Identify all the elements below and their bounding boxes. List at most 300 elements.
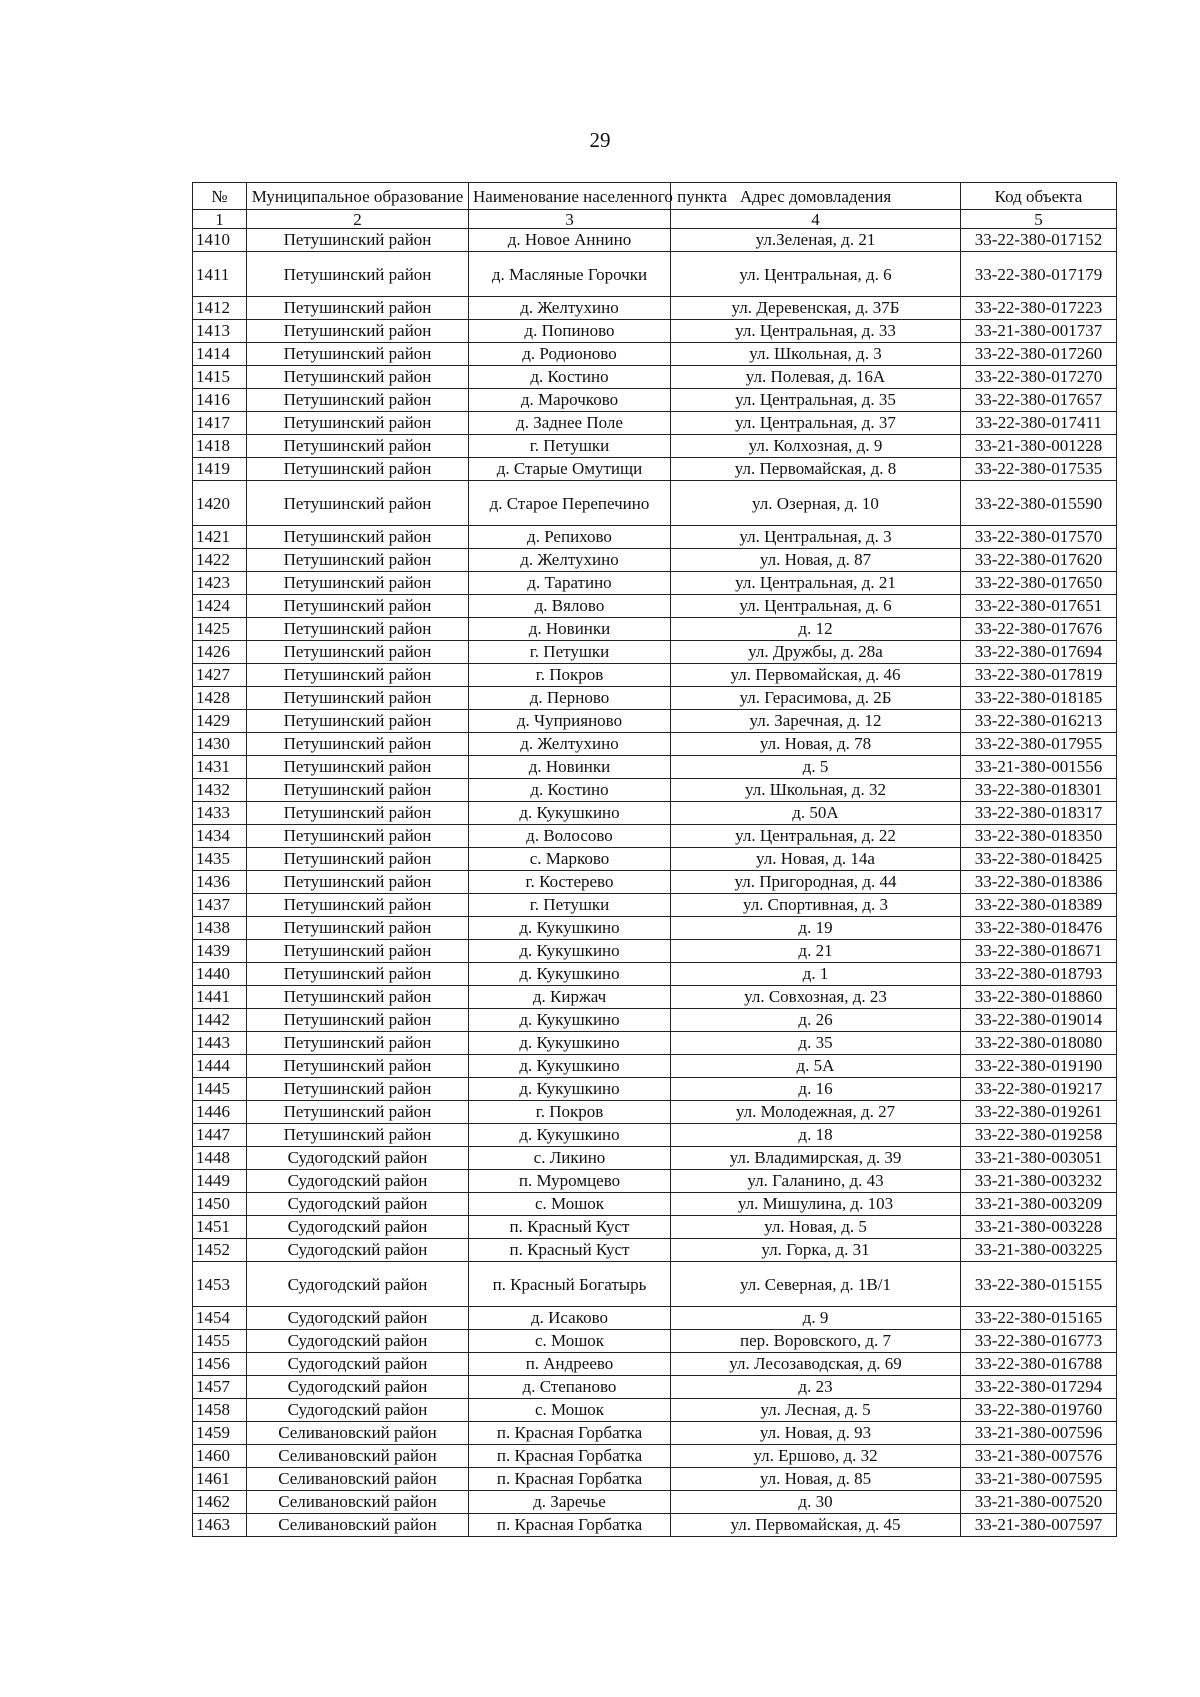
object-code-cell: 33-22-380-018671 — [961, 940, 1117, 963]
address-cell: ул. Заречная, д. 12 — [671, 710, 961, 733]
table-row — [193, 549, 1117, 572]
address-cell: д. 9 — [671, 1307, 961, 1330]
municipality-cell: Петушинский район — [247, 825, 469, 848]
row-number: 1449 — [193, 1170, 247, 1193]
row-number: 1421 — [193, 526, 247, 549]
address-cell: ул. Спортивная, д. 3 — [671, 894, 961, 917]
municipality-cell: Петушинский район — [247, 320, 469, 343]
settlement-cell: д. Марочково — [469, 389, 671, 412]
row-number: 1425 — [193, 618, 247, 641]
table-row — [193, 1399, 1117, 1422]
settlement-cell: д. Желтухино — [469, 733, 671, 756]
municipality-cell: Судогодский район — [247, 1193, 469, 1216]
object-code-cell: 33-22-380-018185 — [961, 687, 1117, 710]
object-code-cell: 33-22-380-017650 — [961, 572, 1117, 595]
settlement-cell: д. Вялово — [469, 595, 671, 618]
address-cell: д. 5А — [671, 1055, 961, 1078]
row-number: 1451 — [193, 1216, 247, 1239]
column-number: 1 — [193, 210, 247, 229]
table-row — [193, 618, 1117, 641]
object-code-cell: 33-22-380-019190 — [961, 1055, 1117, 1078]
table-row — [193, 1216, 1117, 1239]
municipality-cell: Петушинский район — [247, 733, 469, 756]
settlement-cell: д. Кукушкино — [469, 1032, 671, 1055]
municipality-cell: Петушинский район — [247, 1101, 469, 1124]
address-cell: ул. Новая, д. 5 — [671, 1216, 961, 1239]
municipality-cell: Селивановский район — [247, 1422, 469, 1445]
object-code-cell: 33-21-380-001737 — [961, 320, 1117, 343]
object-code-cell: 33-21-380-003225 — [961, 1239, 1117, 1262]
municipality-cell: Петушинский район — [247, 917, 469, 940]
settlement-cell: д. Перново — [469, 687, 671, 710]
object-code-cell: 33-22-380-017819 — [961, 664, 1117, 687]
object-code-cell: 33-22-380-017651 — [961, 595, 1117, 618]
table-row — [193, 1445, 1117, 1468]
municipality-cell: Петушинский район — [247, 526, 469, 549]
municipality-cell: Петушинский район — [247, 343, 469, 366]
address-cell: ул. Новая, д. 85 — [671, 1468, 961, 1491]
table-row — [193, 986, 1117, 1009]
municipality-cell: Селивановский район — [247, 1445, 469, 1468]
table-row — [193, 687, 1117, 710]
settlement-cell: д. Желтухино — [469, 297, 671, 320]
header-settlement: Наименование населенного пункта — [469, 183, 671, 210]
row-number: 1453 — [193, 1262, 247, 1307]
row-number: 1424 — [193, 595, 247, 618]
row-number: 1420 — [193, 481, 247, 526]
municipality-cell: Петушинский район — [247, 252, 469, 297]
address-cell: ул. Школьная, д. 3 — [671, 343, 961, 366]
row-number: 1458 — [193, 1399, 247, 1422]
settlement-cell: д. Новое Аннино — [469, 229, 671, 252]
table-row — [193, 1307, 1117, 1330]
row-number: 1422 — [193, 549, 247, 572]
object-code-cell: 33-21-380-003209 — [961, 1193, 1117, 1216]
municipality-cell: Судогодский район — [247, 1353, 469, 1376]
row-number: 1462 — [193, 1491, 247, 1514]
object-code-cell: 33-22-380-018350 — [961, 825, 1117, 848]
object-code-cell: 33-22-380-017294 — [961, 1376, 1117, 1399]
settlement-cell: д. Старые Омутищи — [469, 458, 671, 481]
table-row — [193, 756, 1117, 779]
address-cell: пер. Воровского, д. 7 — [671, 1330, 961, 1353]
table-row — [193, 1376, 1117, 1399]
settlement-cell: п. Муромцево — [469, 1170, 671, 1193]
row-number: 1433 — [193, 802, 247, 825]
header-address: Адрес домовладения — [671, 183, 961, 210]
object-code-cell: 33-22-380-017955 — [961, 733, 1117, 756]
address-cell: ул. Первомайская, д. 46 — [671, 664, 961, 687]
table-row — [193, 1422, 1117, 1445]
row-number: 1411 — [193, 252, 247, 297]
object-code-cell: 33-22-380-017411 — [961, 412, 1117, 435]
object-code-cell: 33-22-380-019217 — [961, 1078, 1117, 1101]
municipality-cell: Петушинский район — [247, 802, 469, 825]
settlement-cell: с. Мошок — [469, 1399, 671, 1422]
table-row — [193, 1078, 1117, 1101]
object-code-cell: 33-22-380-018860 — [961, 986, 1117, 1009]
municipality-cell: Петушинский район — [247, 710, 469, 733]
object-code-cell: 33-22-380-017152 — [961, 229, 1117, 252]
address-cell: ул.Зеленая, д. 21 — [671, 229, 961, 252]
municipality-cell: Петушинский район — [247, 779, 469, 802]
table-row — [193, 894, 1117, 917]
row-number: 1428 — [193, 687, 247, 710]
object-code-cell: 33-21-380-001556 — [961, 756, 1117, 779]
municipality-cell: Петушинский район — [247, 572, 469, 595]
settlement-cell: д. Кукушкино — [469, 1078, 671, 1101]
row-number: 1439 — [193, 940, 247, 963]
object-code-cell: 33-22-380-015165 — [961, 1307, 1117, 1330]
municipality-cell: Петушинский район — [247, 687, 469, 710]
object-code-cell: 33-22-380-018386 — [961, 871, 1117, 894]
table-row — [193, 320, 1117, 343]
object-code-cell: 33-22-380-019258 — [961, 1124, 1117, 1147]
settlement-cell: п. Красный Богатырь — [469, 1262, 671, 1307]
table-row — [193, 733, 1117, 756]
settlement-cell: с. Ликино — [469, 1147, 671, 1170]
address-cell: ул. Герасимова, д. 2Б — [671, 687, 961, 710]
row-number: 1438 — [193, 917, 247, 940]
address-cell: д. 30 — [671, 1491, 961, 1514]
row-number: 1426 — [193, 641, 247, 664]
row-number: 1419 — [193, 458, 247, 481]
page-number: 29 — [589, 128, 611, 152]
municipality-cell: Петушинский район — [247, 986, 469, 1009]
row-number: 1417 — [193, 412, 247, 435]
address-cell: ул. Колхозная, д. 9 — [671, 435, 961, 458]
row-number: 1436 — [193, 871, 247, 894]
address-cell: ул. Горка, д. 31 — [671, 1239, 961, 1262]
table-body — [193, 229, 1117, 1537]
object-code-cell: 33-21-380-003228 — [961, 1216, 1117, 1239]
settlement-cell: п. Красная Горбатка — [469, 1514, 671, 1537]
object-code-cell: 33-22-380-017535 — [961, 458, 1117, 481]
table-row — [193, 1101, 1117, 1124]
row-number: 1437 — [193, 894, 247, 917]
municipality-cell: Петушинский район — [247, 871, 469, 894]
row-number: 1435 — [193, 848, 247, 871]
settlement-cell: г. Петушки — [469, 641, 671, 664]
municipality-cell: Судогодский район — [247, 1376, 469, 1399]
object-code-cell: 33-22-380-018476 — [961, 917, 1117, 940]
object-code-cell: 33-21-380-007520 — [961, 1491, 1117, 1514]
address-cell: ул. Владимирская, д. 39 — [671, 1147, 961, 1170]
address-cell: ул. Новая, д. 87 — [671, 549, 961, 572]
table-row — [193, 1124, 1117, 1147]
municipality-cell: Селивановский район — [247, 1491, 469, 1514]
municipality-cell: Петушинский район — [247, 963, 469, 986]
object-code-cell: 33-21-380-007576 — [961, 1445, 1117, 1468]
object-code-cell: 33-22-380-017270 — [961, 366, 1117, 389]
address-cell: ул. Галанино, д. 43 — [671, 1170, 961, 1193]
row-number: 1430 — [193, 733, 247, 756]
address-cell: ул. Деревенская, д. 37Б — [671, 297, 961, 320]
address-cell: ул. Первомайская, д. 8 — [671, 458, 961, 481]
address-cell: ул. Первомайская, д. 45 — [671, 1514, 961, 1537]
row-number: 1452 — [193, 1239, 247, 1262]
municipality-cell: Петушинский район — [247, 1124, 469, 1147]
municipality-cell: Судогодский район — [247, 1399, 469, 1422]
address-cell: д. 35 — [671, 1032, 961, 1055]
address-cell: ул. Центральная, д. 3 — [671, 526, 961, 549]
settlement-cell: д. Волосово — [469, 825, 671, 848]
settlement-cell: п. Андреево — [469, 1353, 671, 1376]
table-row — [193, 1239, 1117, 1262]
municipality-cell: Судогодский район — [247, 1147, 469, 1170]
object-code-cell: 33-22-380-017620 — [961, 549, 1117, 572]
settlement-cell: д. Кукушкино — [469, 1009, 671, 1032]
table-row — [193, 1330, 1117, 1353]
column-numbers-row — [193, 210, 1117, 229]
column-number: 2 — [247, 210, 469, 229]
settlement-cell: д. Кукушкино — [469, 1124, 671, 1147]
row-number: 1450 — [193, 1193, 247, 1216]
row-number: 1427 — [193, 664, 247, 687]
column-number: 4 — [671, 210, 961, 229]
table-row — [193, 940, 1117, 963]
settlement-cell: д. Таратино — [469, 572, 671, 595]
municipality-cell: Петушинский район — [247, 412, 469, 435]
row-number: 1418 — [193, 435, 247, 458]
table-row — [193, 963, 1117, 986]
column-number: 5 — [961, 210, 1117, 229]
table-row — [193, 297, 1117, 320]
table-header-row — [193, 183, 1117, 210]
settlement-cell: г. Покров — [469, 664, 671, 687]
table-row — [193, 1009, 1117, 1032]
object-code-cell: 33-21-380-003232 — [961, 1170, 1117, 1193]
table-row — [193, 1514, 1117, 1537]
table-row — [193, 412, 1117, 435]
row-number: 1441 — [193, 986, 247, 1009]
table-row — [193, 917, 1117, 940]
municipality-cell: Судогодский район — [247, 1330, 469, 1353]
table-row — [193, 1491, 1117, 1514]
municipality-cell: Петушинский район — [247, 366, 469, 389]
row-number: 1432 — [193, 779, 247, 802]
table-row — [193, 1193, 1117, 1216]
row-number: 1423 — [193, 572, 247, 595]
table-row — [193, 229, 1117, 252]
row-number: 1456 — [193, 1353, 247, 1376]
municipality-cell: Петушинский район — [247, 1009, 469, 1032]
object-code-cell: 33-22-380-017570 — [961, 526, 1117, 549]
municipality-cell: Селивановский район — [247, 1468, 469, 1491]
address-cell: ул. Лесная, д. 5 — [671, 1399, 961, 1422]
municipality-cell: Петушинский район — [247, 848, 469, 871]
address-cell: ул. Центральная, д. 33 — [671, 320, 961, 343]
settlement-cell: д. Степаново — [469, 1376, 671, 1399]
address-cell: ул. Пригородная, д. 44 — [671, 871, 961, 894]
table-row — [193, 435, 1117, 458]
table-row — [193, 641, 1117, 664]
table-row — [193, 595, 1117, 618]
object-code-cell: 33-22-380-017694 — [961, 641, 1117, 664]
object-code-cell: 33-22-380-018080 — [961, 1032, 1117, 1055]
settlement-cell: п. Красный Куст — [469, 1216, 671, 1239]
municipality-cell: Петушинский район — [247, 940, 469, 963]
address-cell: ул. Центральная, д. 22 — [671, 825, 961, 848]
address-cell: ул. Ершово, д. 32 — [671, 1445, 961, 1468]
table-row — [193, 389, 1117, 412]
municipality-cell: Петушинский район — [247, 549, 469, 572]
object-code-cell: 33-21-380-003051 — [961, 1147, 1117, 1170]
address-cell: ул. Северная, д. 1В/1 — [671, 1262, 961, 1307]
object-code-cell: 33-22-380-019760 — [961, 1399, 1117, 1422]
settlement-cell: д. Исаково — [469, 1307, 671, 1330]
settlement-cell: п. Красная Горбатка — [469, 1422, 671, 1445]
table-row — [193, 779, 1117, 802]
settlement-cell: д. Киржач — [469, 986, 671, 1009]
row-number: 1457 — [193, 1376, 247, 1399]
object-code-cell: 33-22-380-016773 — [961, 1330, 1117, 1353]
object-code-cell: 33-21-380-007597 — [961, 1514, 1117, 1537]
row-number: 1463 — [193, 1514, 247, 1537]
settlement-cell: г. Петушки — [469, 894, 671, 917]
municipality-cell: Петушинский район — [247, 894, 469, 917]
municipality-cell: Петушинский район — [247, 1032, 469, 1055]
address-cell: ул. Полевая, д. 16А — [671, 366, 961, 389]
municipality-cell: Судогодский район — [247, 1170, 469, 1193]
row-number: 1461 — [193, 1468, 247, 1491]
row-number: 1460 — [193, 1445, 247, 1468]
row-number: 1443 — [193, 1032, 247, 1055]
column-number: 3 — [469, 210, 671, 229]
address-cell: ул. Новая, д. 93 — [671, 1422, 961, 1445]
table-row — [193, 366, 1117, 389]
address-cell: ул. Дружбы, д. 28а — [671, 641, 961, 664]
row-number: 1416 — [193, 389, 247, 412]
municipality-cell: Судогодский район — [247, 1239, 469, 1262]
row-number: 1434 — [193, 825, 247, 848]
object-code-cell: 33-22-380-015155 — [961, 1262, 1117, 1307]
object-code-cell: 33-22-380-016213 — [961, 710, 1117, 733]
address-cell: д. 21 — [671, 940, 961, 963]
object-code-cell: 33-22-380-017260 — [961, 343, 1117, 366]
object-code-cell: 33-22-380-019261 — [961, 1101, 1117, 1124]
object-code-cell: 33-22-380-018793 — [961, 963, 1117, 986]
table-row — [193, 848, 1117, 871]
object-code-cell: 33-22-380-018317 — [961, 802, 1117, 825]
row-number: 1415 — [193, 366, 247, 389]
settlement-cell: д. Кукушкино — [469, 1055, 671, 1078]
table-row — [193, 1468, 1117, 1491]
settlement-cell: п. Красный Куст — [469, 1239, 671, 1262]
table-row — [193, 572, 1117, 595]
row-number: 1429 — [193, 710, 247, 733]
table-row — [193, 871, 1117, 894]
municipality-cell: Петушинский район — [247, 664, 469, 687]
table-row — [193, 481, 1117, 526]
object-code-cell: 33-22-380-017676 — [961, 618, 1117, 641]
address-cell: д. 1 — [671, 963, 961, 986]
settlement-cell: с. Марково — [469, 848, 671, 871]
municipality-cell: Петушинский район — [247, 481, 469, 526]
table-row — [193, 526, 1117, 549]
row-number: 1444 — [193, 1055, 247, 1078]
municipality-cell: Петушинский район — [247, 641, 469, 664]
settlement-cell: д. Репихово — [469, 526, 671, 549]
table-row — [193, 802, 1117, 825]
row-number: 1412 — [193, 297, 247, 320]
row-number: 1442 — [193, 1009, 247, 1032]
settlement-cell: д. Костино — [469, 779, 671, 802]
table-row — [193, 1170, 1117, 1193]
address-cell: ул. Центральная, д. 35 — [671, 389, 961, 412]
address-cell: д. 18 — [671, 1124, 961, 1147]
address-cell: д. 5 — [671, 756, 961, 779]
row-number: 1413 — [193, 320, 247, 343]
settlement-cell: д. Желтухино — [469, 549, 671, 572]
row-number: 1448 — [193, 1147, 247, 1170]
table-row — [193, 710, 1117, 733]
object-code-cell: 33-22-380-016788 — [961, 1353, 1117, 1376]
settlement-cell: г. Петушки — [469, 435, 671, 458]
address-cell: ул. Центральная, д. 6 — [671, 595, 961, 618]
address-cell: ул. Новая, д. 78 — [671, 733, 961, 756]
table-row — [193, 1055, 1117, 1078]
row-number: 1410 — [193, 229, 247, 252]
address-cell: д. 19 — [671, 917, 961, 940]
table-row — [193, 458, 1117, 481]
object-code-cell: 33-22-380-019014 — [961, 1009, 1117, 1032]
row-number: 1455 — [193, 1330, 247, 1353]
table-row — [193, 1262, 1117, 1307]
municipality-cell: Петушинский район — [247, 595, 469, 618]
municipality-cell: Петушинский район — [247, 229, 469, 252]
settlement-cell: с. Мошок — [469, 1193, 671, 1216]
header-municipality: Муниципальное образование — [247, 183, 469, 210]
address-cell: д. 16 — [671, 1078, 961, 1101]
municipality-cell: Судогодский район — [247, 1307, 469, 1330]
municipality-cell: Петушинский район — [247, 389, 469, 412]
object-code-cell: 33-21-380-001228 — [961, 435, 1117, 458]
row-number: 1446 — [193, 1101, 247, 1124]
address-cell: ул. Молодежная, д. 27 — [671, 1101, 961, 1124]
address-cell: д. 12 — [671, 618, 961, 641]
municipality-cell: Петушинский район — [247, 458, 469, 481]
municipality-cell: Судогодский район — [247, 1216, 469, 1239]
row-number: 1440 — [193, 963, 247, 986]
address-cell: ул. Центральная, д. 6 — [671, 252, 961, 297]
settlement-cell: с. Мошок — [469, 1330, 671, 1353]
objects-table — [192, 182, 1117, 1537]
object-code-cell: 33-21-380-007596 — [961, 1422, 1117, 1445]
header-number: № — [193, 183, 247, 210]
settlement-cell: г. Покров — [469, 1101, 671, 1124]
address-cell: ул. Центральная, д. 37 — [671, 412, 961, 435]
settlement-cell: д. Кукушкино — [469, 917, 671, 940]
address-cell: ул. Центральная, д. 21 — [671, 572, 961, 595]
row-number: 1459 — [193, 1422, 247, 1445]
settlement-cell: д. Кукушкино — [469, 940, 671, 963]
municipality-cell: Селивановский район — [247, 1514, 469, 1537]
settlement-cell: д. Родионово — [469, 343, 671, 366]
address-cell: ул. Новая, д. 14а — [671, 848, 961, 871]
settlement-cell: д. Новинки — [469, 756, 671, 779]
municipality-cell: Судогодский район — [247, 1262, 469, 1307]
settlement-cell: д. Попиново — [469, 320, 671, 343]
municipality-cell: Петушинский район — [247, 618, 469, 641]
table-row — [193, 1147, 1117, 1170]
row-number: 1454 — [193, 1307, 247, 1330]
address-cell: ул. Озерная, д. 10 — [671, 481, 961, 526]
object-code-cell: 33-22-380-017179 — [961, 252, 1117, 297]
municipality-cell: Петушинский район — [247, 435, 469, 458]
address-cell: д. 50А — [671, 802, 961, 825]
table-row — [193, 252, 1117, 297]
